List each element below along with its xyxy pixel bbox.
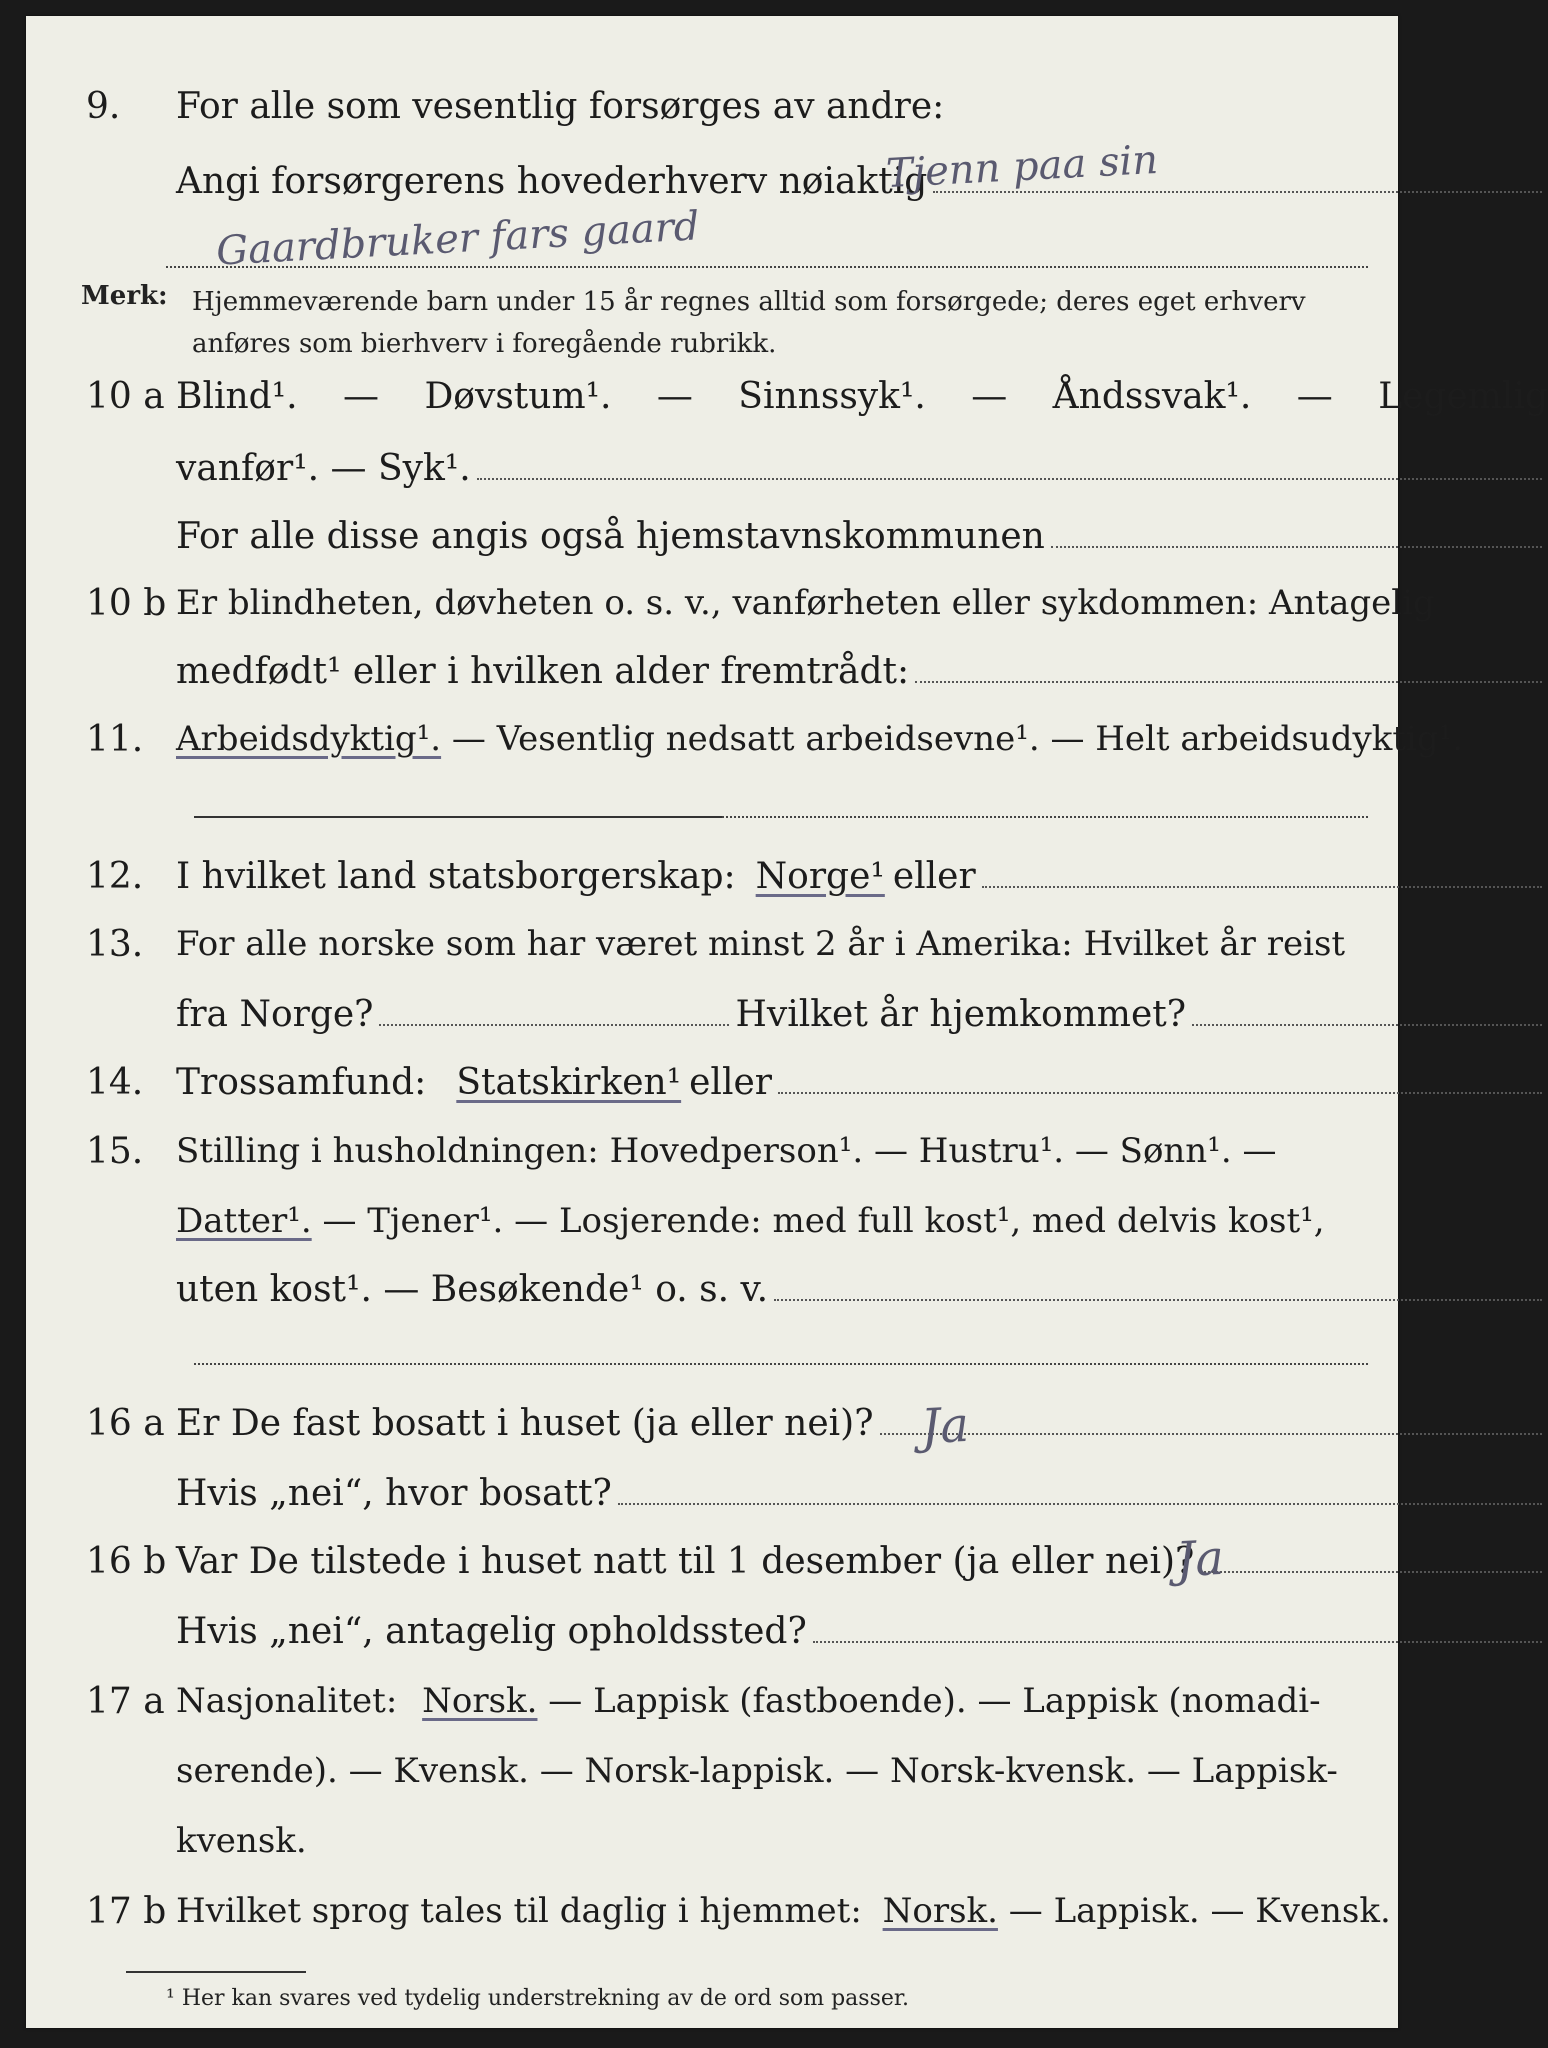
q11-options-rest[interactable]: — Vesentlig nedsatt arbeidsevne¹. — Helt arbeidsudyktig¹. [451, 719, 1464, 759]
q16b-line2: Hvis „nei“, antagelig opholdssted? [176, 1611, 807, 1652]
option-sprog-norsk[interactable]: Norsk. [882, 1891, 998, 1931]
q9-line1: For alle som vesentlig forsørges av andre: [176, 86, 945, 127]
q13-reist-label: fra Norge? [176, 994, 374, 1035]
q17b-number: 17 b [86, 1891, 167, 1932]
q10a-answer-line[interactable] [477, 474, 1542, 480]
q11-answer-line-dotted[interactable] [722, 816, 1368, 818]
q15-answer-line[interactable] [774, 1295, 1542, 1301]
q16a-number: 16 a [86, 1403, 165, 1444]
q11-row [26, 719, 1464, 779]
option-norsk[interactable]: Norsk. [422, 1681, 538, 1721]
q16a-answer-line[interactable] [880, 1429, 1542, 1435]
q9-number: 9. [86, 86, 121, 127]
q10a-options: Blind¹. — Døvstum¹. — Sinnssyk¹. — Åndssvak¹. — Legemlig [176, 376, 1548, 417]
q16b-answer-line[interactable] [1200, 1567, 1542, 1573]
merk-text: Hjemmeværende barn under 15 år regnes alltid som forsørgede; deres eget erhverv anføres som bierhverv i foregående rubrikk. [192, 287, 1306, 359]
q13-hjem-answer[interactable] [1192, 1020, 1542, 1026]
footnote-rule [126, 1971, 306, 1973]
q17b-rest[interactable]: — Lappisk. — Kvensk. [1008, 1891, 1391, 1931]
q9-row2 [26, 161, 1398, 221]
q15-row [26, 1131, 1398, 1191]
q10a-line3: For alle disse angis også hjemstavnskommunen [176, 516, 1045, 557]
q17b-text: Hvilket sprog tales til daglig i hjemmet: [176, 1891, 862, 1931]
q12-answer-line[interactable] [982, 882, 1542, 888]
q12-row: 12. I hvilket land statsborgerskap: Norge¹ eller [26, 856, 1398, 916]
q9-handwritten-answer2: Gaardbruker fars gaard [215, 203, 701, 275]
q13-line1: For alle norske som har været minst 2 år i Amerika: Hvilket år reist [176, 924, 1346, 964]
q17a-row2 [26, 1751, 1398, 1811]
q11-number: 11. [86, 719, 144, 760]
option-arbeidsdyktig[interactable]: Arbeidsdyktig¹. [176, 719, 442, 759]
q16a-bosatt-line[interactable] [618, 1499, 1542, 1505]
q16b-row2 [26, 1611, 1398, 1671]
q17a-row3 [26, 1821, 1398, 1881]
q14-number: 14. [86, 1062, 144, 1103]
q17a-line2[interactable]: serende). — Kvensk. — Norsk-lappisk. — Norsk-kvensk. — Lappisk- [176, 1751, 1338, 1791]
option-statskirken[interactable]: Statskirken¹ [456, 1062, 682, 1103]
q13-number: 13. [86, 924, 144, 965]
q16b-line1: Var De tilstede i huset natt til 1 desember (ja eller nei)? [176, 1541, 1195, 1582]
q16a-handwritten-answer: Ja [919, 1396, 971, 1456]
q14-answer-line[interactable] [778, 1088, 1542, 1094]
q13-row2 [26, 994, 1398, 1054]
q10b-row2 [26, 651, 1398, 711]
q10a-line2[interactable]: vanfør¹. — Syk¹. [176, 448, 471, 489]
q13-row [26, 924, 1398, 984]
q17a-line3[interactable]: kvensk. [176, 1821, 307, 1861]
q14-row: 14. Trossamfund: Statskirken¹ eller [26, 1062, 1398, 1122]
q17b-row [26, 1891, 1398, 1951]
q10a-row [26, 376, 1548, 436]
q16b-opholdssted-line[interactable] [813, 1637, 1542, 1643]
q17a-row [26, 1681, 1398, 1741]
q15-line3[interactable]: uten kost¹. — Besøkende¹ o. s. v. [176, 1269, 769, 1310]
q9-handwritten-answer1: Tjenn paa sin [884, 136, 1160, 198]
option-datter[interactable]: Datter¹. [176, 1201, 312, 1241]
q16a-row [26, 1403, 1398, 1463]
q10a-row2 [26, 448, 1398, 508]
q10a-row3 [26, 516, 1398, 576]
merk-label: Merk: [81, 281, 168, 311]
q16a-line2: Hvis „nei“, hvor bosatt? [176, 1473, 612, 1514]
q14-text: Trossamfund: [176, 1062, 427, 1103]
census-form-page [26, 16, 1548, 2028]
q15-line1[interactable]: Stilling i husholdningen: Hovedperson¹. — Hustru¹. — Sønn¹. — [176, 1131, 1277, 1171]
option-dovstum[interactable]: Døvstum¹. [424, 376, 612, 417]
q11-answer-line-solid[interactable] [194, 816, 722, 818]
q13-hjem-label: Hvilket år hjemkommet? [735, 994, 1187, 1035]
q12-number: 12. [86, 856, 144, 897]
q16a-line1: Er De fast bosatt i huset (ja eller nei)? [176, 1403, 874, 1444]
q16b-number: 16 b [86, 1541, 167, 1582]
q10b-line1: Er blindheten, døvheten o. s. v., vanførheten eller sykdommen: Antagelig [176, 583, 1435, 623]
q10a-hjemstavn-line[interactable] [1051, 542, 1542, 548]
q15-row2 [26, 1201, 1398, 1261]
q15-answer-line2[interactable] [194, 1363, 1368, 1365]
q15-line2[interactable]: — Tjener¹. — Losjerende: med full kost¹, med delvis kost¹, [322, 1201, 1325, 1241]
q12-text: I hvilket land statsborgerskap: [176, 856, 736, 897]
q17a-label: Nasjonalitet: [176, 1681, 398, 1721]
q10a-number: 10 a [86, 376, 165, 417]
footnote: ¹ Her kan svares ved tydelig understrekning av de ord som passer. [166, 1986, 909, 2011]
q16a-row2 [26, 1473, 1398, 1533]
q17a-number: 17 a [86, 1681, 165, 1722]
q9-line2: Angi forsørgerens hovederhverv nøiaktig [176, 161, 928, 202]
q17a-line1-rest[interactable]: — Lappisk (fastboende). — Lappisk (nomadi- [548, 1681, 1321, 1721]
option-andssvak[interactable]: Åndssvak¹. [1052, 376, 1252, 417]
q15-number: 15. [86, 1131, 144, 1172]
q15-row3 [26, 1269, 1398, 1329]
q13-reist-answer[interactable] [379, 1020, 729, 1026]
merk-note [26, 281, 1398, 371]
option-legemlig[interactable]: Legemlig [1378, 376, 1548, 417]
option-norge[interactable]: Norge¹ [755, 856, 885, 897]
q16b-handwritten-answer: Ja [1174, 1529, 1226, 1589]
option-blind[interactable]: Blind¹. [176, 376, 298, 417]
q10b-number: 10 b [86, 583, 167, 624]
q10b-line2: medfødt¹ eller i hvilken alder fremtrådt: [176, 651, 910, 692]
option-sinnssyk[interactable]: Sinnssyk¹. [738, 376, 926, 417]
q10b-row [26, 583, 1435, 643]
q9-row [26, 86, 1398, 146]
q10b-answer-line[interactable] [915, 677, 1542, 683]
